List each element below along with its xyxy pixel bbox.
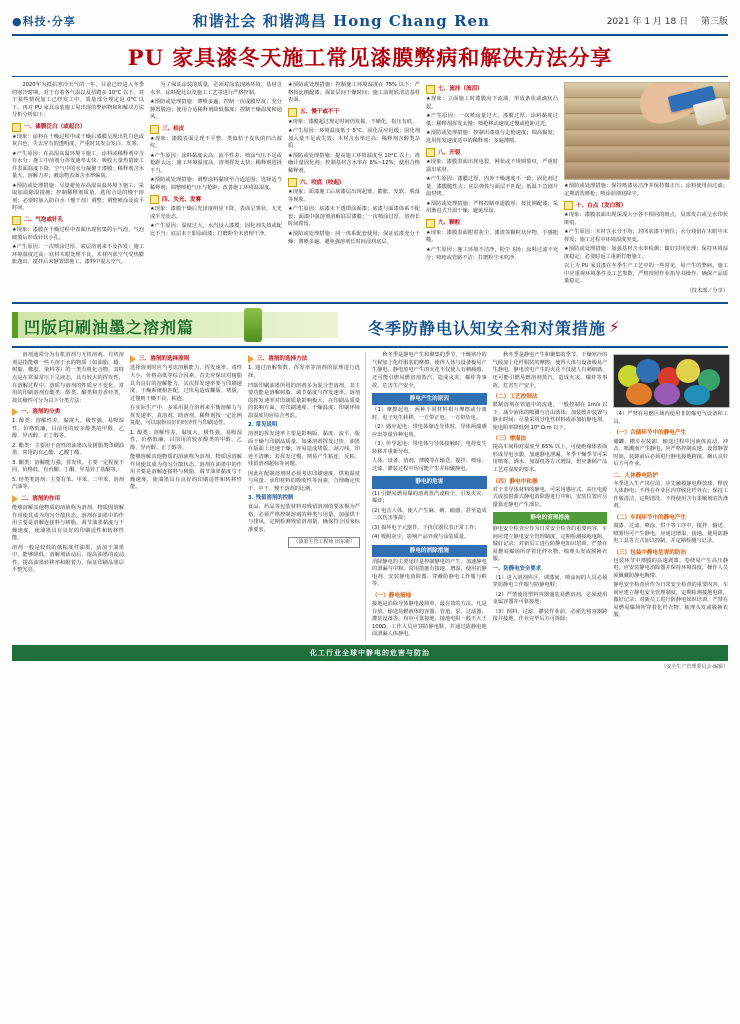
paragraph: 因此在配制溶剂时必须考虑印刷速度、烘箱温度与风量、承印材料的吸收性等因素，合理确定快干、中干、慢干溶剂的比例。 xyxy=(248,470,360,492)
paragraph: ★现象：漆膜表面附着灰尘、漆渣等颗粒状异物，手感粗糙。 xyxy=(426,229,558,244)
feature-left-header xyxy=(12,310,360,344)
static-column-2 xyxy=(493,352,608,640)
paragraph: ★现象：漆膜表面出现龟裂、网状或不规则裂纹，严重时露出底材。 xyxy=(426,159,558,173)
paragraph: (2) 电击人体，使人产生麻、刺、痛感，甚至造成二次伤害事故； xyxy=(372,507,487,522)
subheading-label: 三、溶剂的选择原则 xyxy=(139,356,190,363)
subheading-label: （二）车间环节中的静电产生 xyxy=(613,514,687,521)
section-bar: 静电产生的原因 xyxy=(372,393,487,405)
byline: （技术部／分享） xyxy=(686,287,728,294)
article-column-4 xyxy=(426,82,558,297)
subheading-label: 一、防静电安全要求 xyxy=(492,565,542,572)
bottom-banner: 化工行业全球中静电的危害与防治 xyxy=(12,645,728,661)
article-column-2 xyxy=(150,82,282,297)
paint-cans-photo xyxy=(613,354,730,408)
paragraph: 静电安全检查应作为日常安全检查的重要内容，车间应建立静电安全管理制度，定期检测接地电阻，做好记录；对新员工进行防静电知识培训，严禁在易燃易爆场所穿着化纤衣物、梳理头发或脱换衣服。 xyxy=(613,582,729,619)
paragraph: （3）倒料、过滤、灌装作业前，必须先将容器跨接并接地，作业完毕后方可拆除； xyxy=(492,608,608,623)
bullet-square-icon xyxy=(564,201,573,210)
section-title: 一、漆膜泛白（或起白） xyxy=(24,124,86,131)
section-bar: 静电的危害 xyxy=(372,476,487,488)
paragraph: 秋冬季是静电产生和聚集的季节，干燥寒冷的气候加上化纤服装的摩擦，使得人体与设备极易产生静电。静电放电产生的火花不仅使人有刺痛感，还可能引燃易燃溶剂蒸汽，造成火灾、爆炸等事故，危害生产安全。 xyxy=(492,352,608,389)
paragraph: ★预防或处理措施：严格控制单道膜厚；按比例配漆；采用渐进式升温干燥；避免厚涂。 xyxy=(426,200,558,215)
paragraph: 调漆、过滤、喷涂、烘干等工序中，搅拌、输送、喷雾均可产生静电，应通过增湿、接地、使用防静电工具等方式加以控制，并定期检测与记录。 xyxy=(613,523,729,545)
section-title: 五、慢干或不干 xyxy=(300,109,340,116)
paragraph: ★现象：立面施工时漆膜向下流淌，形成条状或滴状凸起。 xyxy=(426,96,558,110)
paragraph: ★产生原因：涂料黏度太高，流平性差；喷涂气压不足或枪距太远；施工环境温度高，溶剂挥发太快；稀释剂选择不当。 xyxy=(150,152,282,174)
bullet-square-icon xyxy=(12,216,21,225)
subheading-label: 三、溶剂的选择方法 xyxy=(257,356,308,363)
paragraph: 包装环节中薄膜的高速剥离、卷绕易产生高压静电，应安装静电消除器并保持环境湿度，操作人员须佩戴防静电腕带。 xyxy=(613,557,729,579)
ink-column-3 xyxy=(248,352,360,640)
lower-content xyxy=(12,352,728,640)
bullet-square-icon xyxy=(426,85,435,94)
paragraph: (4) 吸附灰尘，影响产品外观与涂装质量。 xyxy=(372,534,470,541)
paragraph: ★产生原因：一次喷涂过厚，底层溶剂来不及挥发；施工环境温度过高；底材木眼处理不良，木材内部空气受热膨胀逸出；搅拌后未静置即施工，漆料中混入空气。 xyxy=(12,244,144,266)
paragraph: 静电安全检查应作为日常安全检查的重要内容，车间应建立静电安全管理制度，定期检测接地电阻，做好记录；对新员工进行防静电知识培训，严禁在易燃易爆场所穿着化纤衣物、梳理头发或脱换衣服。 xyxy=(492,526,608,563)
divider xyxy=(12,346,728,348)
bottom-banner-note: （安全生产管理委员会·编辑） xyxy=(661,663,728,670)
feature-right xyxy=(372,352,728,640)
subheading-label: （一）静电接地 xyxy=(372,592,412,599)
article-column-1 xyxy=(12,82,144,297)
section-title: 四、失光、发雾 xyxy=(162,196,202,203)
subheading-label: 二、溶剂的作用 xyxy=(21,495,61,502)
feature-left-title: 凹版印刷油墨之溶剂篇 xyxy=(24,318,195,338)
bullet-square-icon xyxy=(426,219,435,228)
bullet-square-icon xyxy=(288,178,297,187)
subheading-label: （一）合储环节中的静电产生 xyxy=(613,430,687,437)
section-bar: 静电的管理措施 xyxy=(493,512,608,524)
ink-column-2 xyxy=(130,352,242,640)
paragraph: （2）感应起电：带电体靠近导体时，导体两端感应出等量异种电荷。 xyxy=(372,424,487,438)
paragraph: 人体、设备、溶剂、薄膜等在输送、搅拌、喷涂、过滤、灌装过程中均可能产生并积聚静电。 xyxy=(372,458,487,472)
section-heading-4 xyxy=(150,195,282,204)
paragraph: 消除静电的主要途径是控制静电的产生、加速静电的泄漏与中和。常用措施有接地、增湿、使用抗静电剂、安装静电消除器、穿戴防静电工作服与鞋等。 xyxy=(372,558,487,588)
paragraph: ★现象：漆膜在干燥过程中表面出现密集的小气泡，气泡破裂后形成针状小孔。 xyxy=(12,226,144,241)
static-column-3 xyxy=(613,352,728,640)
bullet-square-icon xyxy=(12,123,21,132)
paragraph: （2）严禁使用塑料容器盛装易燃溶剂，必须使用金属容器并可靠接地； xyxy=(492,591,608,606)
bullet-square-icon xyxy=(150,195,159,204)
signature-label: （油墨主管工程师 田东新） xyxy=(288,537,360,548)
paragraph: 2020年为抵抗寒冷天气的一年，目前已经进入冬季的寒冷时期，对于有着各气温以及招聘多 10°C 以下，对于某些情况加工已经发工中、质量部分规定是 0°C 以下。再对 PU 家具涂装施工易出现的弊病物和和解决方法分析分析如下： xyxy=(12,82,144,119)
paragraph: 储罐、槽车在装卸、输送过程中因液体流动、冲击、喷溅而产生静电，应严格控制流速，设置静置时间，装卸前后必须进行静电接地跨接，确认良好后方可作业。 xyxy=(613,438,729,468)
paragraph: ★现象：漆膜干燥后光泽度明显下降，表面呈雾状、无光或半光状态。 xyxy=(150,206,282,220)
feature-right-title: 冬季防静电认知安全和对策措施 xyxy=(368,318,607,338)
paragraph: 选择溶剂时应当考虑溶解能力、挥发速率、毒性大小、价格高低等综合因素。首先应保证对树脂具有良好的溶解能力，其次挥发速率要与印刷速度、干燥系统相匹配，过快易造成糊版、堵版，过慢则干燥不良、粘连。 xyxy=(130,365,242,402)
bullet-square-icon xyxy=(150,125,159,134)
article-signature xyxy=(248,537,360,548)
paragraph: 溶剂的挥发速率主要是影响版、黏度、流平、版面干燥与印刷品质量。如果溶剂挥发过快，油墨在版面上迅速干燥，容易造成堵版、刮刀线、印迹不清晰；若挥发过慢，则易产生粘连、反粘、残留溶剂超标等问题。 xyxy=(248,431,360,468)
section-title: 九、颗粒 xyxy=(438,220,461,227)
paragraph: （1）进入溶剂库区、调漆间、喷涂间的人员必须穿防静电工作服与防静电鞋； xyxy=(492,574,608,589)
divider xyxy=(12,76,728,77)
paragraph: 3. 酮类：溶解能力强，挥发快，主要一定程度不同，价格低，有丙酮、丁酮、甲基异丁基酮等。 xyxy=(12,459,124,474)
paragraph: 1. 醇类：溶解性差，黏度大，极性强，易吸湿性，价格低廉，目前用的较多醇类的甲醇、乙醇、异丙醇、正丁醇等。 xyxy=(12,418,124,440)
article-column-3 xyxy=(288,82,420,297)
paragraph: ★现象：漆膜表面出现深浅大小各不相同的斑点，局部发白或呈水印状斑痕。 xyxy=(564,212,728,226)
paragraph: 凹版印刷油墨所用的溶剂多为混合型溶剂，其主要功能是溶解树脂、调节黏度与挥发速率。溶剂的挥发速率对印刷质量影响极大，在印刷品质量的影响方面，对印刷速度、干燥温度、印刷环境温湿度均应综合考虑。 xyxy=(248,382,360,419)
section-bar: 静电的消除措施 xyxy=(372,545,487,557)
paragraph: 2. 酯类：主要用于溶性的油墨以及树脂类印刷油墨，常用的有乙酯、乙酸丁酯。 xyxy=(12,442,124,457)
subheading-label: 3. 残留溶剂的控制 xyxy=(248,495,294,502)
masthead-section-label: ●科技·分享 xyxy=(12,14,76,28)
section-title: 八、开裂 xyxy=(438,149,461,156)
subheading xyxy=(130,355,242,363)
section-heading-7 xyxy=(426,85,558,94)
ink-column-1 xyxy=(12,352,124,640)
section-title: 六、咬底（咬起） xyxy=(300,179,345,186)
paragraph: ★预防或处理措施：加强基材含水率检测；做好封闭处理；保持环境湿度稳定；必要时返工重新打磨施工。 xyxy=(564,246,728,260)
section-heading-6 xyxy=(288,178,420,187)
feature-right-header xyxy=(368,310,728,344)
article-column-5 xyxy=(564,82,728,297)
paragraph: 提高车间相对湿度至 65% 以上，可使绝缘体表面形成导电水膜，加速静电泄漏。冬季干燥季节可采用喷雾、洒水、加湿机等方式增湿，但应兼顾产品工艺对湿度的要求。 xyxy=(492,444,608,473)
section-heading-8 xyxy=(426,148,558,157)
paragraph: ★现象：涂料在干燥过程中或干燥后漆膜呈现出乳白色或灰白色，失去应有的透明度，严重时其发会发白、发雾。 xyxy=(12,133,144,148)
section-heading-2 xyxy=(12,216,144,225)
paragraph: ★产生原因：漆膜过厚，内外干燥速度不一致；固化剂过量，漆膜脆性大；底层弹性与面层不匹配；低温下急剧升温烘烤。 xyxy=(426,176,558,198)
paragraph: 5. 烃类类溶剂：主要有苯、甲苯、二甲苯、溶剂汽油等。 xyxy=(12,476,124,491)
paragraph: ★预防或处理措施：控制施工环境湿度在 75% 以下；严格按比例配漆；保证层间干燥时间；施工前彻底清洁基材表面。 xyxy=(288,82,420,104)
paragraph: （3）传导起电：带电体与导体接触时，电荷发生转移并重新分布。 xyxy=(372,441,487,455)
bullet-square-icon xyxy=(426,148,435,157)
masthead-title-cn: 和谐社会 和谐鸿昌 xyxy=(192,12,327,30)
arrow-right-icon xyxy=(12,408,18,416)
section-heading-5 xyxy=(288,108,420,117)
lightning-bolt-icon: ⚡ xyxy=(609,318,620,337)
section-heading-10 xyxy=(564,201,728,210)
paragraph: 接地是消除导体静电最简单、最有效的方法。凡是存放、输送易燃液体的容器、管道、泵、过滤器、灌装设备等，均应可靠接地，接地电阻一般不大于 100Ω。工作人员应穿防静电鞋，并通过防静电地面泄漏人体静电。 xyxy=(372,601,487,638)
paragraph: 溶剂一般是较低的低粘度性油墨，活加于油墨中，能够降低、溶解剂活动后，提高油墨的流动性，提高油墨转移率和附着力，保证印刷品墨层平整光亮。 xyxy=(12,544,124,574)
page-number: 第三版 xyxy=(700,17,728,27)
paragraph: ★预防或处理措施：同一体系配套使用；保证底漆充分干燥；薄喷多遍，避免强溶剂长时间浸润底层。 xyxy=(288,230,420,245)
paragraph: 为了保证涂装的质量，必须对涂装现场环境、基材含水率、涂料配比以及施工工艺等进行严格控制。 xyxy=(150,82,282,96)
ink-bottle-icon xyxy=(244,308,262,342)
paragraph: 在实际生产中，多采用混合溶剂来平衡溶解力与挥发速率，真溶剂、助溶剂、稀释剂按一定比例复配，可以取得良好的经济性与印刷适性。 xyxy=(130,405,242,427)
paragraph: 溶剂通常分为有机溶剂与无机溶剂。有机溶剂是指能够一些不溶于水的物质（如油脂、蜡、树脂、橡胶、染料等）的一类有机化合物，其特点是在常温常压下呈液态，具有较大的挥发性，在溶解过程中，溶质与溶剂的性质应不变化。常用的印刷溶剂有酯类、醇类、酮类和芳香烃类，按其极性可分为以下分类方法： xyxy=(12,352,124,404)
masthead-title-en: Hong Chang Ren xyxy=(333,12,490,30)
paragraph: 食品、药品等包装材料对残留溶剂的要求极为严格，必须严格控制溶剂的种类与用量，加强烘干与排风，定期检测残留溶剂量，确保符合国家标准要求。 xyxy=(248,504,360,533)
publish-date: 2021 年 1 月 18 日 xyxy=(606,17,689,27)
subheading-label: （三）增湿法 xyxy=(492,436,527,443)
section-title: 二、气泡或针孔 xyxy=(24,217,64,224)
subheading-label: 2. 常见说明 xyxy=(248,422,278,429)
section-heading-3 xyxy=(150,125,282,134)
section-heading-1 xyxy=(12,123,144,132)
bullet-square-icon xyxy=(288,108,297,117)
paragraph: （1）摩擦起电：两种不同材料相互摩擦或分离时，电子发生转移，一方带正电，一方带负电。 xyxy=(372,407,487,421)
arrow-right-icon xyxy=(12,495,18,503)
paragraph: (3) 损坏电子元器件，干扰仪器仪表正常工作； xyxy=(372,524,480,531)
paragraph: 1. 通过溶解参数、挥发率等溶剂的原理进行选择。 xyxy=(248,365,360,380)
arrow-right-icon xyxy=(130,355,136,363)
subheading xyxy=(12,408,124,416)
paragraph: 能够溶解其他物质的溶液称为溶剂，物质因溶解作用使其成为均匀分散状态。溶剂在油墨中的作用主要是溶解连接料与树脂，调节油墨黏度与干燥速度，使油墨具有良好的印刷适性和转移性能。 xyxy=(130,454,242,491)
paragraph: ★预防或处理措施：保持喷漆房洁净并保持微正压；涂料使用前过滤；定期清洗喷枪；喷涂前彻底除尘。 xyxy=(564,183,728,197)
paragraph: ★产生原因：一次喷涂量过大，漆膜过厚；涂料黏度过低；稀释剂挥发太慢；喷枪移动速度过慢或枪距过近。 xyxy=(426,113,558,127)
masthead-title xyxy=(193,10,490,31)
subheading-label: （二）工艺控制法 xyxy=(492,394,538,401)
arrow-right-icon xyxy=(248,355,254,363)
static-column-1 xyxy=(372,352,487,640)
paragraph: ★预防或处理措施：提高施工环境温度至 10°C 以上；准确计量固化剂；控制基材含水率在 8%~12%；使用合格稀释剂。 xyxy=(288,152,420,174)
paragraph: ★现象：面漆施工后底漆层出现起皱、膨胀、发软、脱落等现象。 xyxy=(288,189,420,203)
paragraph: 对于非导体材料的静电，可采用感应式、高压电源式或放射源式静电消除器进行中和，安装位置应尽量靠近静电产生部位。 xyxy=(492,486,608,508)
subheading xyxy=(12,495,124,503)
subheading xyxy=(248,355,360,363)
section-heading-9 xyxy=(426,219,558,228)
page-title: PU 家具漆冬天施工常见漆膜弊病和解决方法分享 xyxy=(127,45,613,70)
top-article xyxy=(12,82,728,304)
section-title: 七、流挂（流泪） xyxy=(438,86,483,93)
subheading-label: 一、溶剂的分类 xyxy=(21,409,61,416)
paragraph: ★产生原因：在高湿高温环境下施工，涂料或稀释剂中含有水分；施工中溶剂分挥发速率太快，吸收大量热量使工件表面温度下降，空气中的水分凝聚于漆膜；稀释剂含水量大，溶解力差；被涂物表面含水率偏高。 xyxy=(12,150,144,180)
paragraph: 冬季进入生产岗位前，应先触摸静电释放球，释放人体静电；不得在作业区内穿脱化纤外衣；保持工作服清洁，定期清洗，不得使用含有柔顺剂的洗涤剂。 xyxy=(613,480,729,510)
subheading-label: 二、人体静电防护 xyxy=(613,472,659,479)
feature-headers xyxy=(12,310,728,344)
subheading-label: （三）包装中静电危害的防治 xyxy=(613,549,687,556)
article-photo-painting xyxy=(564,82,730,180)
paragraph: （4）严禁在易燃区域内使用非防爆电气设备和工具。 xyxy=(613,411,729,425)
section-title: 三、桔皮 xyxy=(162,126,185,133)
paragraph: ★预防或处理措施：尽量避免在高湿高温环境下施工；采取加温除湿措施；控制稀释剂质量，选用合适的慢干溶剂；必要时加入防白水（慢干剂）调整；调整喷涂及流平时间。 xyxy=(12,182,144,212)
paragraph: 1. 醇类：溶解性差，黏度大，极性强，易吸湿性，价格低廉，目前用的较多醇类的甲醇、乙醇、异丙醇、正丁醇等。 xyxy=(130,429,242,451)
paragraph: ★预防或处理措施：调整涂料黏度至合适范围；选择适当稀释剂；调整喷枪气压与枪距；改善施工环境温湿度。 xyxy=(150,177,282,191)
paragraph: 限制溶剂在管道中的流速，一般控制在 1m/s 以下；减少液体的喷溅与自由落体；加装缓冲装置与静止时间；尽量采用导电性材料或添加抗静电剂，使电阻率降低到 10⁶ Ω·m 以下。 xyxy=(492,402,608,431)
paragraph: ★产生原因：底漆未干透即涂面漆；底漆与面漆体系不配套；面漆中强溶剂溶解底层漆膜；一次喷涂过厚，溶剂长时间滞留。 xyxy=(288,206,420,228)
paragraph: 以上为 PU 家具漆在冬季生产工艺中的一些常见、易产生的弊病。施工中应重视环境条件及工艺参数，严格按照作业指导书操作，确保产品质量稳定。 xyxy=(564,263,728,285)
paragraph: ★现象：漆膜表面呈现不平整、类似桔子皮状的凹凸波纹。 xyxy=(150,135,282,150)
paragraph: ★产生原因：环境温度低于 5°C，固化反应迟缓；固化剂加入量不足或失效；木材含水率过高；稀释剂含醇类杂质。 xyxy=(288,128,420,150)
paragraph: (1) 引燃易燃易爆的溶剂蒸汽或粉尘，引发火灾、爆炸； xyxy=(372,490,487,505)
feature-left xyxy=(12,352,366,640)
masthead-meta xyxy=(607,14,728,27)
paragraph: ★产生原因：施工环境不洁净，粉尘飞扬；涂料过滤不充分；喷枪或管路不洁；打磨粉尘未吹净。 xyxy=(426,246,558,261)
paragraph: 秋冬季是静电产生和聚集的季节，干燥寒冷的气候加上化纤服装的摩擦，使得人体与设备极易产生静电。静电放电产生的火花不仅使人有刺痛感，还可能引燃易燃溶剂蒸汽，造成火灾、爆炸等事故，危害生产安全。 xyxy=(372,352,487,389)
subheading-label: （四）静电中和器 xyxy=(492,478,538,485)
paragraph: ★产生原因：木材含水分不均；封闭底漆不到位；水分残留在木眼中未挥发；施工过程中环境湿度突变。 xyxy=(564,229,728,243)
paragraph: ★产生原因：湿度过大，水汽侵入漆膜；固化剂失效或配比不当；底层未干即涂面漆；打磨粉尘未清理干净。 xyxy=(150,223,282,237)
section-title: 十、白点（发白斑） xyxy=(576,202,627,209)
masthead xyxy=(12,10,728,36)
paragraph: ★预防或处理措施：控制出漆量与走枪速度；调高黏度；选用挥发速度适中的稀释剂；多遍薄喷。 xyxy=(426,130,558,144)
paragraph: 能够溶解其他物质的溶液称为溶剂，物质因溶解作用使其成为均匀分散状态。溶剂在油墨中的作用主要是溶解连接料与树脂，调节油墨黏度与干燥速度，使油墨具有良好的印刷适性和转移性能。 xyxy=(12,505,124,542)
paragraph: ★预防或处理措施：薄喷多遍，控制一次成膜厚度；充分静置脱泡；使用合适稀释剂降低黏度；控制干燥温度和通风。 xyxy=(150,99,282,121)
paragraph: ★现象：漆膜超过规定时间仍发黏、不硬化，指压有痕。 xyxy=(288,118,418,125)
